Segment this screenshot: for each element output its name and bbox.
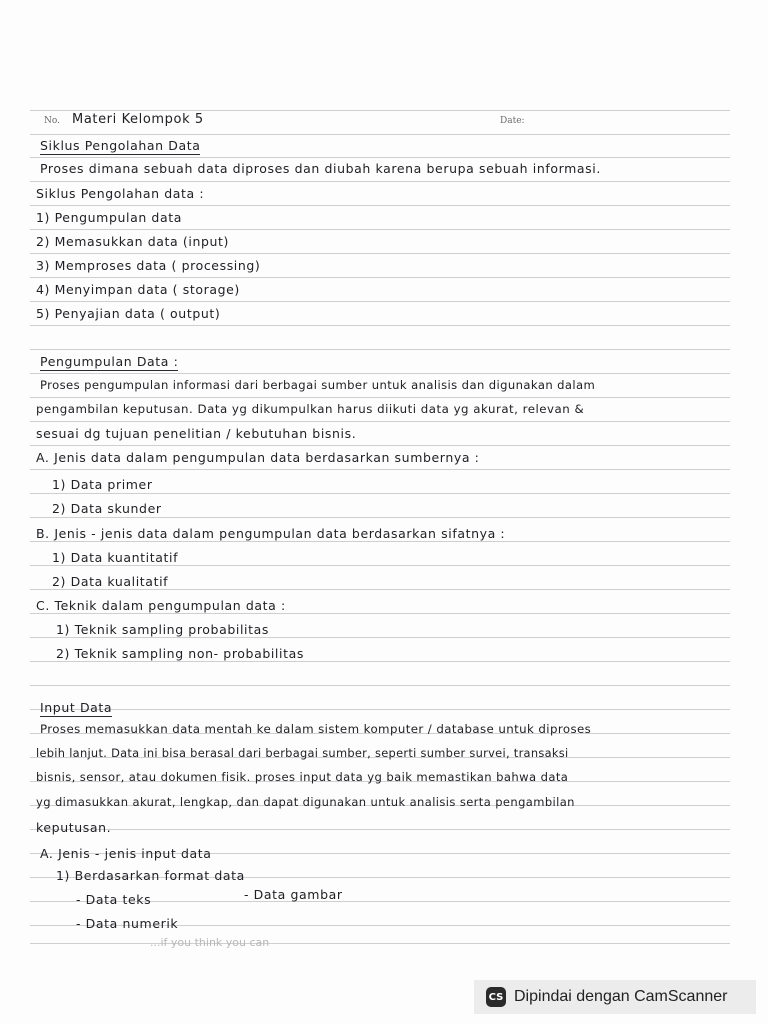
ruled-line [30,229,730,230]
list-item: 1) Teknik sampling probabilitas [56,622,269,637]
paragraph-line: lebih lanjut. Data ini bisa berasal dari berbagai sumber, seperti sumber survei, transaksi [36,746,569,760]
list-item: 1) Pengumpulan data [36,210,182,225]
ruled-line [30,613,730,614]
paragraph-line: pengambilan keputusan. Data yg dikumpulkan harus diikuti data yg akurat, relevan & [36,402,585,416]
subheading: C. Teknik dalam pengumpulan data : [36,598,286,613]
bleed-through-text: ...if you think you can [150,936,270,949]
ruled-line [30,373,730,374]
ruled-line [30,277,730,278]
subheading: B. Jenis - jenis data dalam pengumpulan data berdasarkan sifatnya : [36,526,506,541]
paragraph-line: Proses memasukkan data mentah ke dalam sistem komputer / database untuk diproses [40,722,592,736]
ruled-line [30,421,730,422]
paragraph-line: bisnis, sensor, atau dokumen fisik. proses input data yg baik memastikan bahwa data [36,770,569,784]
ruled-line [30,661,730,662]
paragraph-line: sesuai dg tujuan penelitian / kebutuhan bisnis. [36,426,357,441]
list-item: - Data gambar [244,887,343,902]
page-title: Materi Kelompok 5 [72,112,204,127]
list-item: 1) Data primer [52,477,153,492]
ruled-line [30,943,730,944]
ruled-line [30,157,730,158]
ruled-line [30,253,730,254]
ruled-line [30,205,730,206]
ruled-line [30,685,730,686]
paragraph-line: yg dimasukkan akurat, lengkap, dan dapat digunakan untuk analisis serta pengambilan [36,795,575,809]
list-item: - Data numerik [76,916,179,931]
list-item: 1) Berdasarkan format data [56,868,245,883]
paragraph-line: Proses pengumpulan informasi dari berbagai sumber untuk analisis dan digunakan dalam [40,378,596,392]
ruled-line [30,589,730,590]
ruled-line [30,181,730,182]
list-item: 2) Data kualitatif [52,574,169,589]
ruled-line [30,301,730,302]
list-item: 2) Data skunder [52,501,162,516]
ruled-line [30,110,730,111]
list-item: 3) Memproses data ( processing) [36,258,261,273]
ruled-line [30,325,730,326]
list-item: 5) Penyajian data ( output) [36,306,221,321]
ruled-line [30,637,730,638]
ruled-line [30,829,730,830]
ruled-line [30,469,730,470]
list-heading: Siklus Pengolahan data : [36,186,205,201]
ruled-line [30,565,730,566]
paragraph-line: Proses dimana sebuah data diproses dan diubah karena berupa sebuah informasi. [40,161,601,176]
list-item: 1) Data kuantitatif [52,550,179,565]
no-label: No. [44,116,60,126]
list-item: 4) Menyimpan data ( storage) [36,282,240,297]
list-item: 2) Memasukkan data (input) [36,234,229,249]
date-label: Date: [500,116,525,126]
ruled-line [30,709,730,710]
camscanner-text: Dipindai dengan CamScanner [514,988,728,1005]
section-heading: Pengumpulan Data : [40,354,179,369]
section-heading: Input Data [40,700,113,715]
ruled-line [30,445,730,446]
camscanner-watermark [474,980,756,1014]
paragraph-line: keputusan. [36,820,112,835]
list-item: 2) Teknik sampling non- probabilitas [56,646,304,661]
section-heading: Siklus Pengolahan Data [40,138,201,153]
ruled-line [30,541,730,542]
ruled-line [30,493,730,494]
camscanner-logo-icon: CS [486,987,506,1007]
ruled-line [30,397,730,398]
ruled-line [30,349,730,350]
subheading: A. Jenis data dalam pengumpulan data berdasarkan sumbernya : [36,450,480,465]
subheading: A. Jenis - jenis input data [40,846,212,861]
ruled-line [30,134,730,135]
ruled-line [30,517,730,518]
list-item: - Data teks [76,892,152,907]
